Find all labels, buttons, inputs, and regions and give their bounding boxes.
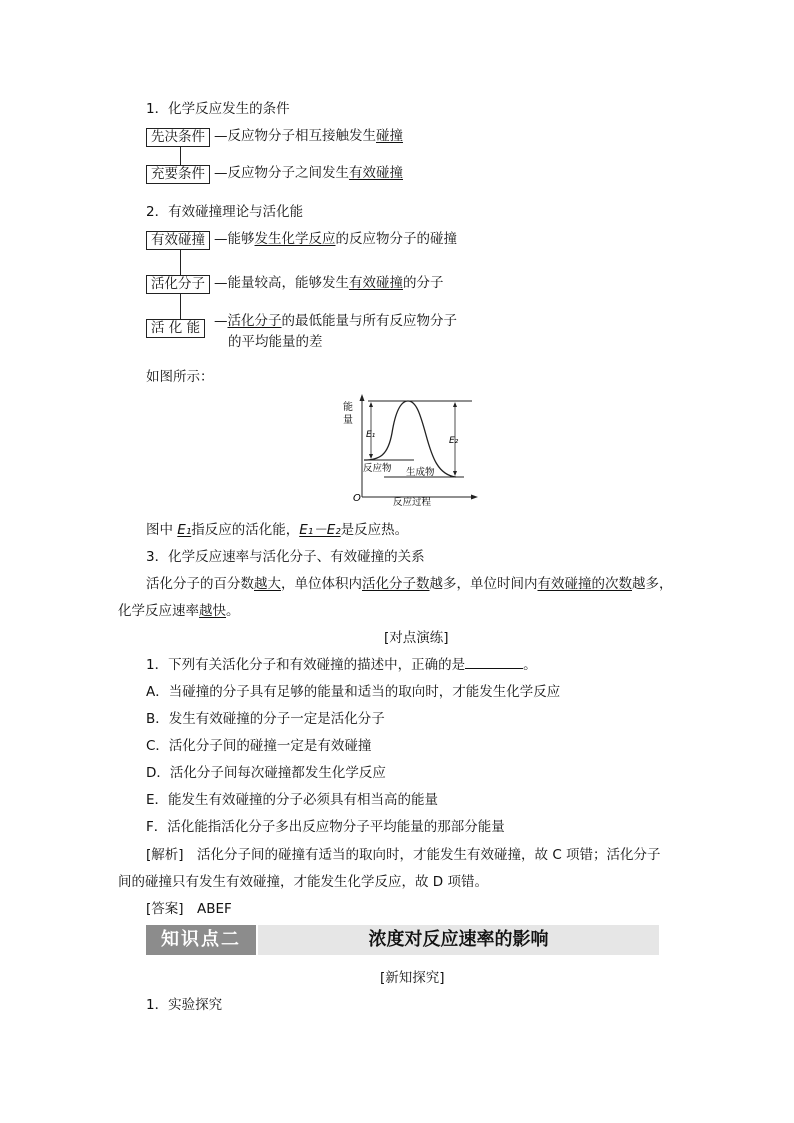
s3-text: 越多， <box>632 576 673 592</box>
option-a: A．当碰撞的分子具有足够的能量和适当的取向时，才能发生化学反应 <box>146 684 561 700</box>
energy-box: 活 化 能 <box>146 319 205 338</box>
caption-e1: E₁ <box>177 522 192 538</box>
x-axis-arrow <box>471 495 478 500</box>
connector-line <box>180 147 181 165</box>
s3-text: ，单位体积内 <box>281 576 362 592</box>
knowledge-label: 知识点二 <box>146 925 256 955</box>
activated-underlined: 有效碰撞 <box>349 275 403 291</box>
activated-post: 的分子 <box>403 275 444 291</box>
e1-label: E₁ <box>366 430 376 440</box>
s3-underlined: 活化分子数 <box>362 576 430 592</box>
answer: [答案] ABEF <box>146 901 232 917</box>
e2-label: E₂ <box>449 436 459 446</box>
caption-pre: 图中 <box>146 522 178 538</box>
energy-underlined: 活化分子 <box>227 313 282 329</box>
e2-arrow-head-up <box>453 402 457 407</box>
x-axis-label: 反应过程 <box>393 497 432 506</box>
option-d: D．活化分子间每次碰撞都发生化学反应 <box>146 765 386 781</box>
energy-text: —活化分子的最低能量与所有反应物分子 的平均能量的差 <box>214 313 457 350</box>
energy-line2: 的平均能量的差 <box>228 334 323 350</box>
activated-text <box>214 275 444 292</box>
figure-caption <box>146 518 408 538</box>
e1-arrow-head-up <box>369 402 373 407</box>
section2-heading: 2．有效碰撞理论与活化能 <box>146 204 304 220</box>
connector-line <box>180 250 181 275</box>
question-end: 。 <box>523 657 537 673</box>
energy-diagram <box>340 393 480 506</box>
necessary-text <box>214 165 403 182</box>
energy-line1-post: 的最低能量与所有反应物分子 <box>281 313 457 329</box>
question-text: 1．下列有关活化分子和有效碰撞的描述中，正确的是 <box>146 657 466 673</box>
answer-blank <box>465 656 523 669</box>
option-e: E．能发生有效碰撞的分子必须具有相当高的能量 <box>146 792 439 808</box>
caption-post: 是反应热。 <box>340 522 409 538</box>
y-label-2: 量 <box>343 415 353 426</box>
effective-pre: —能够 <box>214 231 255 247</box>
necessary-text-pre: —反应物分子之间发生 <box>214 165 349 181</box>
connector-line <box>180 294 181 319</box>
s3-text: 。 <box>226 603 240 619</box>
caption-mid: 指反应的活化能， <box>191 522 300 538</box>
activated-pre: —能量较高，能够发生 <box>214 275 349 291</box>
caption-e1-e2: E₁－E₂ <box>299 522 341 538</box>
figure-intro: 如图所示： <box>146 369 214 385</box>
analysis-line2: 间的碰撞只有发生有效碰撞，才能发生化学反应，故 D 项错。 <box>118 874 488 890</box>
section3-line1 <box>146 572 673 592</box>
product-label: 生成物 <box>406 467 435 478</box>
e1-arrow-head-down <box>369 454 373 459</box>
s3-underlined: 越大 <box>254 576 281 592</box>
practice-question <box>146 653 537 673</box>
section3-line2 <box>118 599 240 619</box>
explore-title: [新知探究] <box>380 970 445 986</box>
effective-underlined: 发生化学反应 <box>254 231 336 247</box>
prereq-text-pre: —反应物分子相互接触发生 <box>214 128 376 144</box>
explore-item-1: 1．实验探究 <box>146 997 223 1013</box>
prereq-text <box>214 128 403 145</box>
practice-title: [对点演练] <box>384 630 449 646</box>
prereq-text-underlined: 碰撞 <box>376 128 403 144</box>
option-c: C．活化分子间的碰撞一定是有效碰撞 <box>146 738 372 754</box>
analysis-line1: [解析] 活化分子间的碰撞有适当的取向时，才能发生有效碰撞，故 C 项错；活化分子 <box>146 847 661 863</box>
section1-heading: 1．化学反应发生的条件 <box>146 101 290 117</box>
option-f: F．活化能指活化分子多出反应物分子平均能量的那部分能量 <box>146 819 505 835</box>
effective-text <box>214 231 457 248</box>
necessary-text-underlined: 有效碰撞 <box>349 165 403 181</box>
knowledge-title: 浓度对反应速率的影响 <box>258 925 659 955</box>
s3-underlined: 越快 <box>199 603 226 619</box>
reactant-label: 反应物 <box>363 463 392 474</box>
s3-text: 越多，单位时间内 <box>429 576 538 592</box>
s3-underlined: 有效碰撞的次数 <box>537 576 632 592</box>
y-axis-arrow <box>360 394 365 401</box>
s3-text: 活化分子的百分数 <box>146 576 254 592</box>
origin-label: O <box>353 493 361 504</box>
necessary-box: 充要条件 <box>146 165 210 184</box>
y-label-1: 能 <box>343 402 353 413</box>
effective-box: 有效碰撞 <box>146 231 210 250</box>
prereq-box: 先决条件 <box>146 128 210 147</box>
effective-post: 的反应物分子的碰撞 <box>335 231 457 247</box>
section3-heading: 3．化学反应速率与活化分子、有效碰撞的关系 <box>146 549 425 565</box>
option-b: B．发生有效碰撞的分子一定是活化分子 <box>146 711 385 727</box>
s3-text: 化学反应速率 <box>118 603 199 619</box>
e2-arrow-head-down <box>453 471 457 476</box>
activated-box: 活化分子 <box>146 275 210 294</box>
